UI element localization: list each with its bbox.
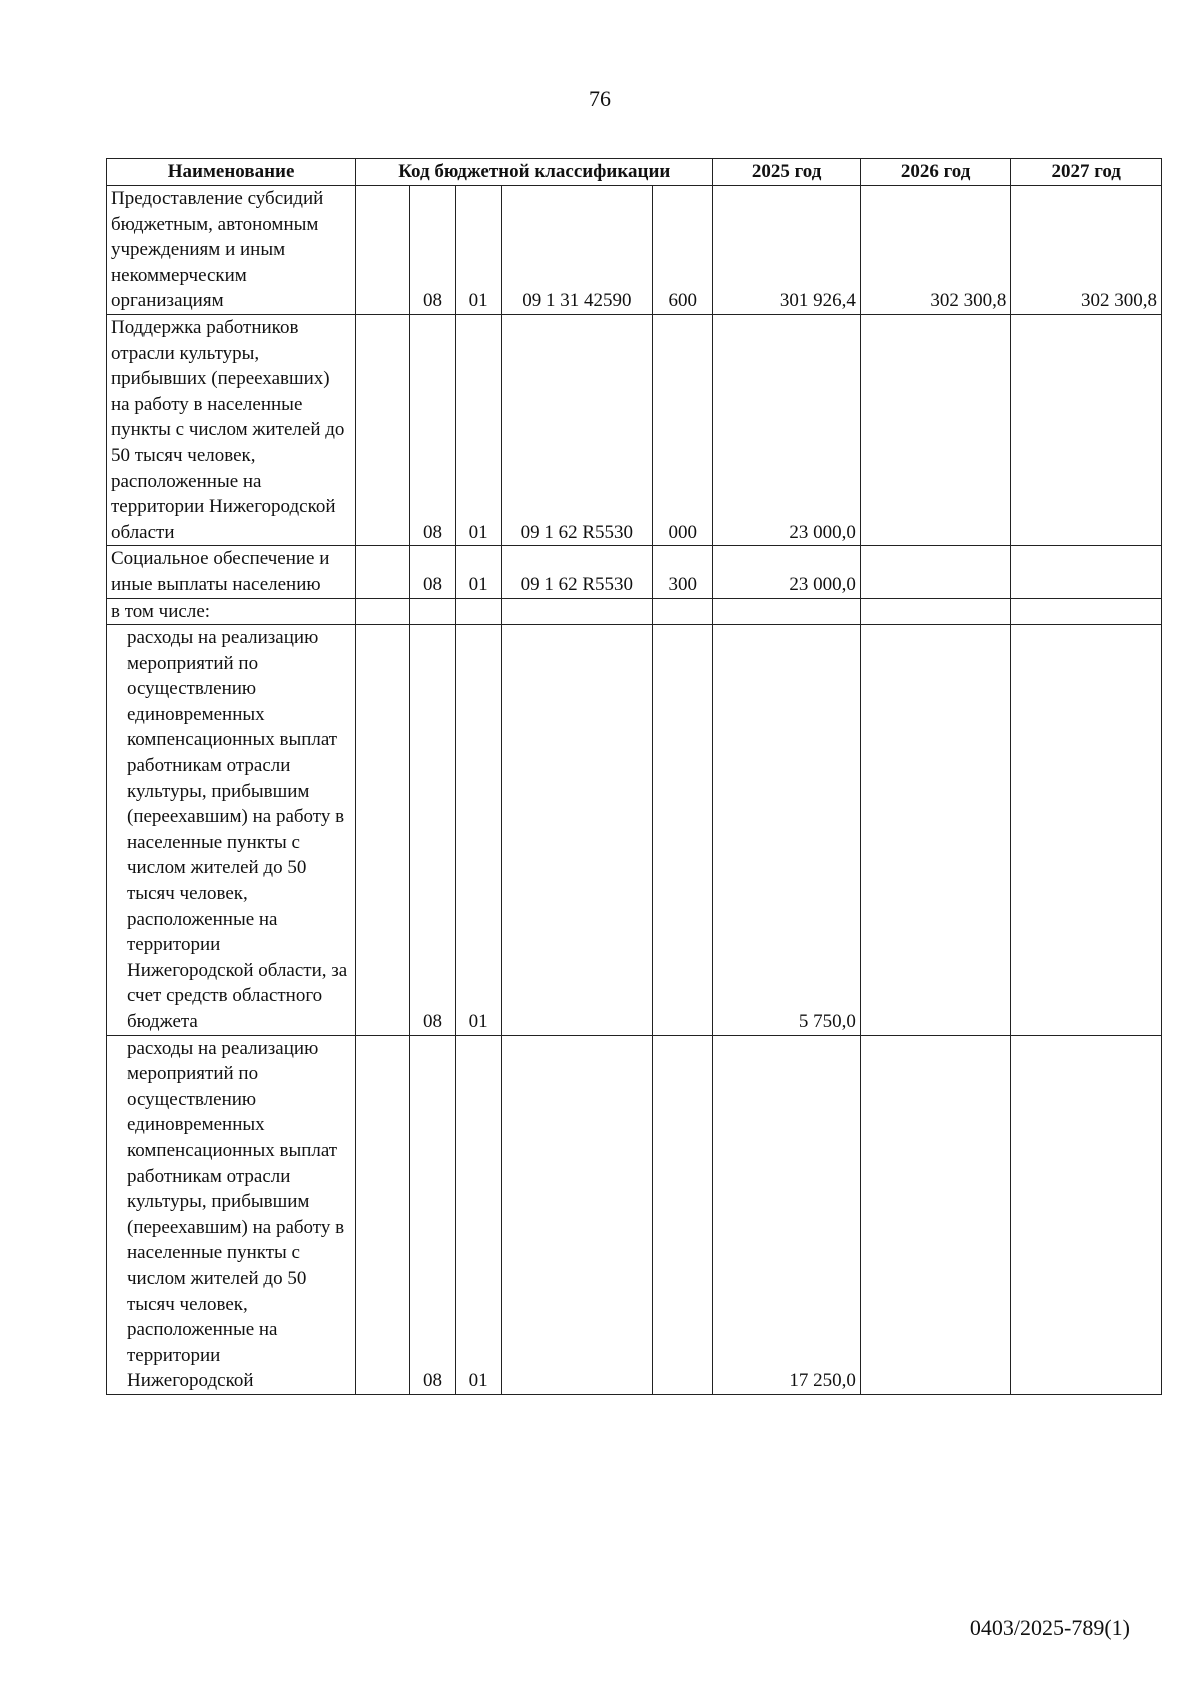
amount-2026: 302 300,8	[860, 186, 1011, 315]
header-code: Код бюджетной классификации	[356, 159, 713, 186]
amount-2025: 23 000,0	[713, 546, 860, 598]
code-col-1	[356, 1035, 410, 1394]
amount-2025: 301 926,4	[713, 186, 860, 315]
amount-2026	[860, 546, 1011, 598]
code-subsection: 01	[455, 186, 501, 315]
code-col-1	[356, 598, 410, 625]
code-subsection: 01	[455, 546, 501, 598]
code-subsection	[455, 598, 501, 625]
code-section	[410, 598, 456, 625]
code-section: 08	[410, 1035, 456, 1394]
row-name: расходы на реализацию мероприятий по осуществлению единовременных компенсационных выплат работникам отрасли культуры, прибывшим (переехавшим) на работу в населенные пункты с числом жителей до 50 тысяч человек, расположенные на территории Нижегородской	[107, 1035, 356, 1394]
table-row	[107, 186, 1162, 315]
code-subsection: 01	[455, 314, 501, 545]
table-row	[107, 1035, 1162, 1394]
code-section: 08	[410, 314, 456, 545]
code-target-article	[501, 1035, 653, 1394]
amount-2026	[860, 1035, 1011, 1394]
amount-2025: 5 750,0	[713, 625, 860, 1036]
code-expense-type: 300	[653, 546, 713, 598]
row-name: Предоставление субсидий бюджетным, автономным учреждениям и иным некоммерческим организациям	[107, 186, 356, 315]
header-2025: 2025 год	[713, 159, 860, 186]
amount-2025: 17 250,0	[713, 1035, 860, 1394]
code-expense-type	[653, 598, 713, 625]
code-subsection: 01	[455, 625, 501, 1036]
code-target-article: 09 1 62 R5530	[501, 546, 653, 598]
code-section: 08	[410, 546, 456, 598]
amount-2025: 23 000,0	[713, 314, 860, 545]
code-subsection: 01	[455, 1035, 501, 1394]
row-name: расходы на реализацию мероприятий по осуществлению единовременных компенсационных выплат работникам отрасли культуры, прибывшим (переехавшим) на работу в населенные пункты с числом жителей до 50 тысяч человек, расположенные на территории Нижегородской области, за счет средств областного бюджета	[107, 625, 356, 1036]
code-section: 08	[410, 186, 456, 315]
header-2027: 2027 год	[1011, 159, 1162, 186]
amount-2026	[860, 625, 1011, 1036]
table-row	[107, 598, 1162, 625]
amount-2027	[1011, 546, 1162, 598]
row-name: в том числе:	[107, 598, 356, 625]
row-name: Социальное обеспечение и иные выплаты населению	[107, 546, 356, 598]
code-col-1	[356, 546, 410, 598]
code-expense-type: 000	[653, 314, 713, 545]
amount-2027	[1011, 1035, 1162, 1394]
amount-2025	[713, 598, 860, 625]
code-col-1	[356, 625, 410, 1036]
table-row	[107, 625, 1162, 1036]
code-expense-type: 600	[653, 186, 713, 315]
code-target-article	[501, 625, 653, 1036]
code-section: 08	[410, 625, 456, 1036]
page-number: 76	[589, 86, 611, 111]
amount-2026	[860, 598, 1011, 625]
code-col-1	[356, 314, 410, 545]
row-name: Поддержка работников отрасли культуры, прибывших (переехавших) на работу в населенные пункты с числом жителей до 50 тысяч человек, расположенные на территории Нижегородской области	[107, 314, 356, 545]
table-row	[107, 546, 1162, 598]
code-target-article	[501, 598, 653, 625]
amount-2026	[860, 314, 1011, 545]
code-target-article: 09 1 62 R5530	[501, 314, 653, 545]
code-expense-type	[653, 1035, 713, 1394]
amount-2027	[1011, 598, 1162, 625]
header-2026: 2026 год	[860, 159, 1011, 186]
table-header-row	[107, 159, 1162, 186]
code-expense-type	[653, 625, 713, 1036]
amount-2027	[1011, 314, 1162, 545]
code-target-article: 09 1 31 42590	[501, 186, 653, 315]
budget-table	[106, 158, 1162, 1395]
document-number: 0403/2025-789(1)	[969, 1615, 1130, 1640]
code-col-1	[356, 186, 410, 315]
amount-2027: 302 300,8	[1011, 186, 1162, 315]
amount-2027	[1011, 625, 1162, 1036]
table-row	[107, 314, 1162, 545]
header-name: Наименование	[107, 159, 356, 186]
